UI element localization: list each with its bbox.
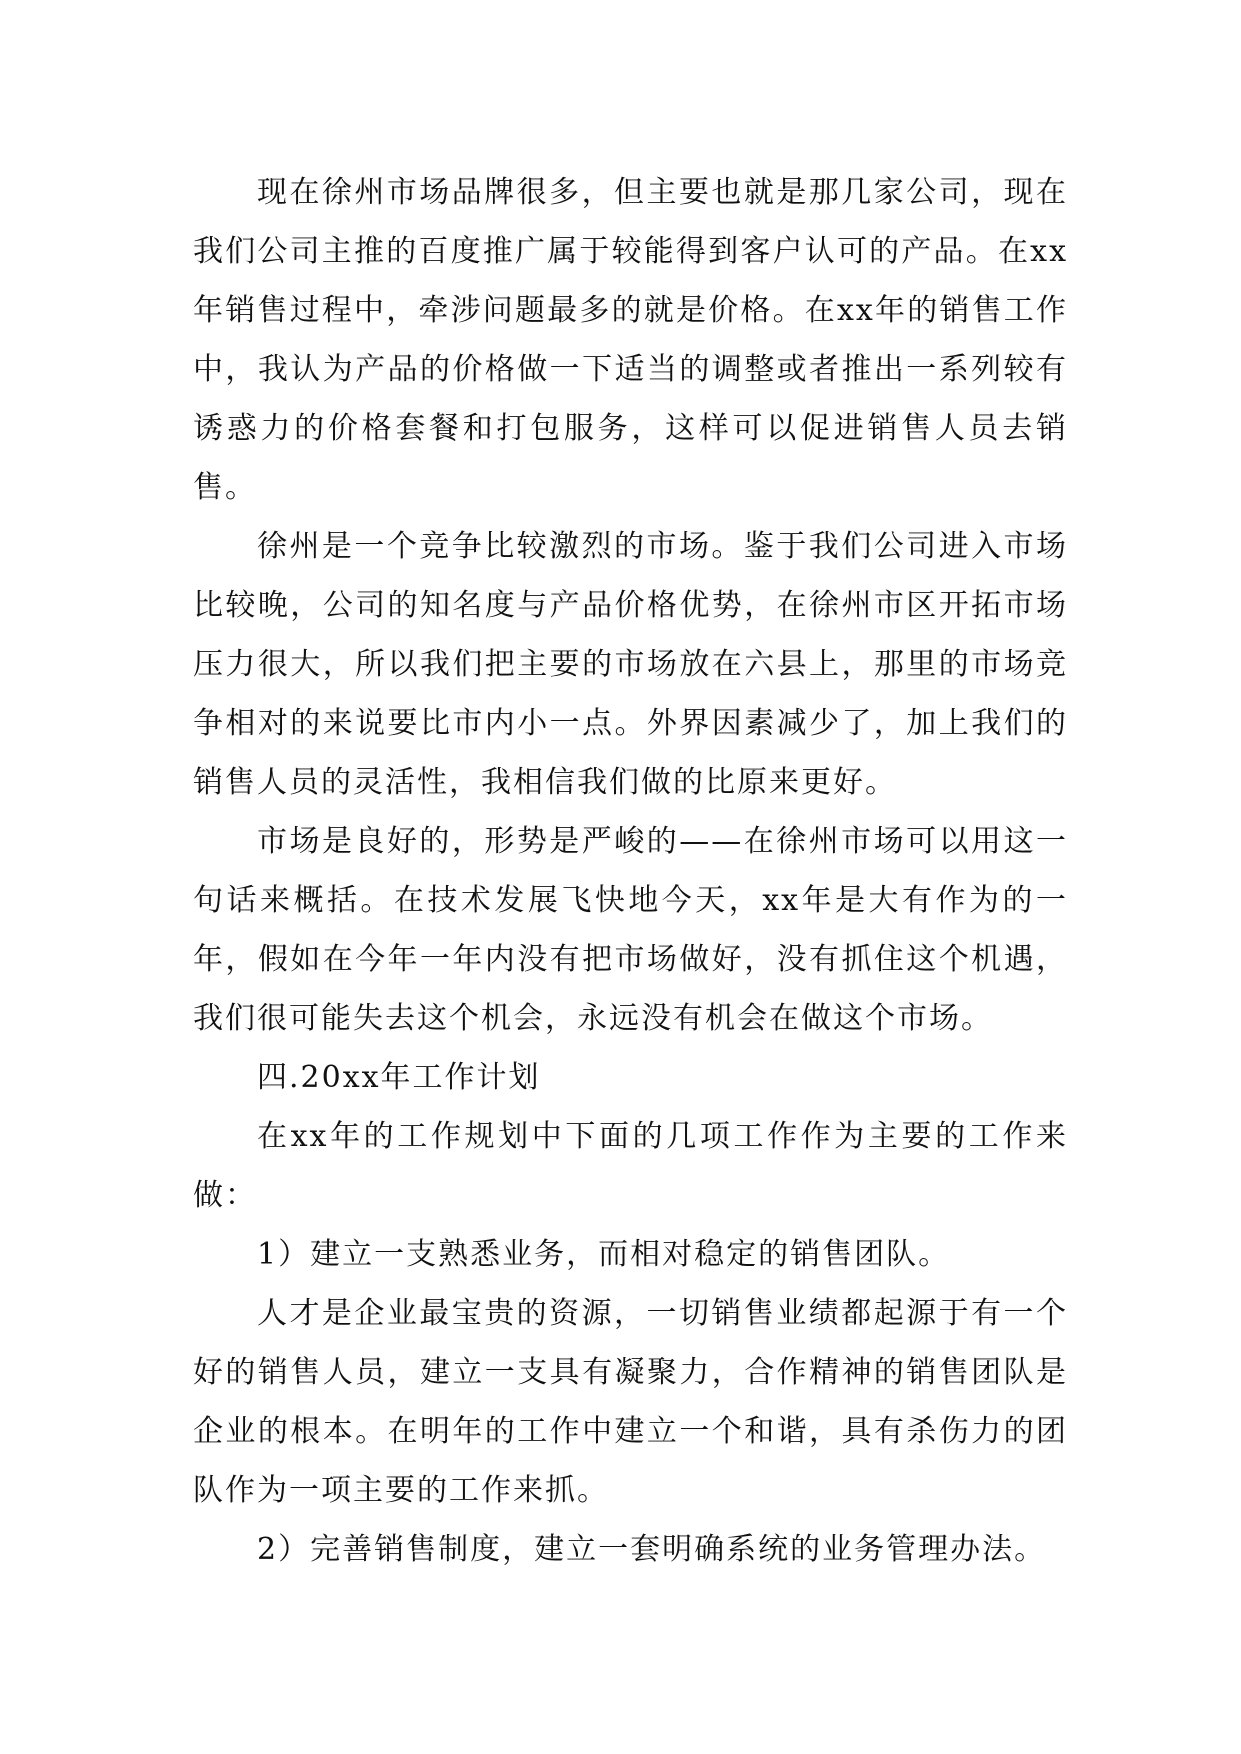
paragraph-plan-intro: 在xx年的工作规划中下面的几项工作作为主要的工作来做： — [193, 1119, 1068, 1213]
document-body — [193, 163, 1068, 1579]
paragraph-market-outlook: 市场是良好的，形势是严峻的——在徐州市场可以用这一句话来概括。在技术发展飞快地今天，xx年是大有作为的一年，假如在今年一年内没有把市场做好，没有抓住这个机遇，我们很可能失去这个机会，永远没有机会在做这个市场。 — [193, 824, 1068, 1036]
section-heading-work-plan: 四.20xx年工作计划 — [257, 1060, 541, 1095]
list-item-team: 1）建立一支熟悉业务，而相对稳定的销售团队。 — [257, 1237, 951, 1272]
paragraph-competition: 徐州是一个竞争比较激烈的市场。鉴于我们公司进入市场比较晚，公司的知名度与产品价格优势，在徐州市区开拓市场压力很大，所以我们把主要的市场放在六县上，那里的市场竞争相对的来说要比市内小一点。外界因素减少了，加上我们的销售人员的灵活性，我相信我们做的比原来更好。 — [193, 529, 1068, 800]
list-item-sales-system: 2）完善销售制度，建立一套明确系统的业务管理办法。 — [257, 1532, 1047, 1567]
paragraph-market-brands: 现在徐州市场品牌很多，但主要也就是那几家公司，现在我们公司主推的百度推广属于较能得到客户认可的产品。在xx年销售过程中，牵涉问题最多的就是价格。在xx年的销售工作中，我认为产品的价格做一下适当的调整或者推出一系列较有诱惑力的价格套餐和打包服务，这样可以促进销售人员去销售。 — [193, 175, 1068, 505]
paragraph-talent: 人才是企业最宝贵的资源，一切销售业绩都起源于有一个好的销售人员，建立一支具有凝聚力，合作精神的销售团队是企业的根本。在明年的工作中建立一个和谐，具有杀伤力的团队作为一项主要的工作来抓。 — [193, 1296, 1068, 1508]
